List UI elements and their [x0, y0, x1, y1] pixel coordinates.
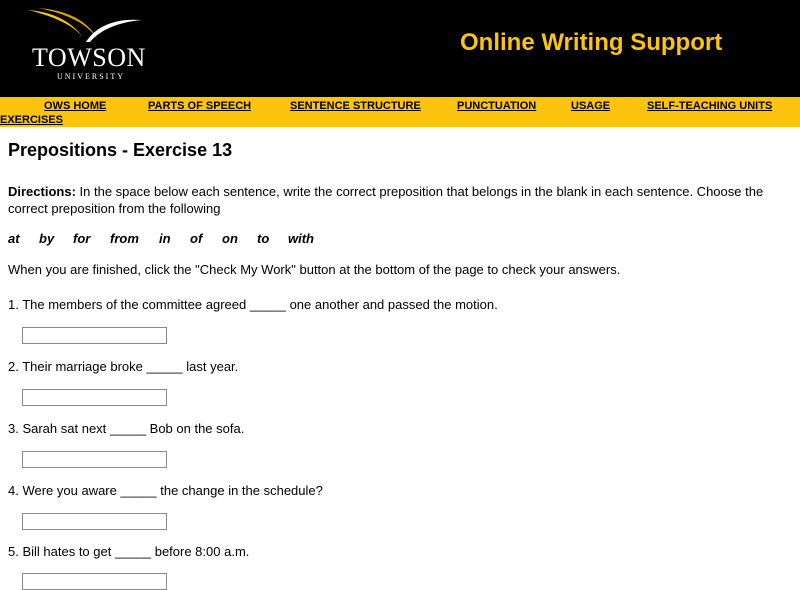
- page-title: Prepositions - Exercise 13: [8, 140, 233, 160]
- question-text: 5. Bill hates to get _____ before 8:00 a.m.: [8, 544, 250, 559]
- question-text: 4. Were you aware _____ the change in the schedule?: [8, 483, 323, 498]
- preposition-word: on: [222, 231, 238, 246]
- towson-logo[interactable]: [24, 6, 154, 86]
- site-title: Online Writing Support: [460, 29, 723, 56]
- nav-link-usage[interactable]: USAGE: [571, 100, 611, 112]
- site-header: [0, 0, 800, 97]
- answer-input-3[interactable]: [22, 451, 167, 468]
- preposition-word: with: [288, 231, 314, 246]
- preposition-word: to: [257, 231, 270, 246]
- directions: [8, 183, 798, 217]
- instruction-text: When you are finished, click the "Check My Work" button at the bottom of the page to check your answers.: [8, 262, 621, 277]
- preposition-word: by: [39, 231, 55, 246]
- preposition-word: in: [159, 231, 171, 246]
- nav-link-sentence-structure[interactable]: SENTENCE STRUCTURE: [290, 100, 421, 112]
- flame-icon: [24, 6, 154, 46]
- nav-link-punctuation[interactable]: PUNCTUATION: [457, 100, 537, 112]
- nav-link-exercises[interactable]: EXERCISES: [0, 114, 63, 126]
- directions-label: Directions:: [8, 184, 76, 199]
- question-text: 1. The members of the committee agreed _____ one another and passed the motion.: [8, 297, 498, 312]
- answer-input-5[interactable]: [22, 573, 167, 590]
- preposition-word: at: [8, 231, 20, 246]
- nav-link-parts-of-speech[interactable]: PARTS OF SPEECH: [148, 100, 252, 112]
- main-nav: [0, 97, 800, 127]
- preposition-word: for: [73, 231, 91, 246]
- directions-text: In the space below each sentence, write the correct preposition that belongs in the blank in each sentence. Choose the correct preposition from the following: [8, 184, 764, 216]
- preposition-word: of: [190, 231, 203, 246]
- answer-input-4[interactable]: [22, 513, 167, 530]
- nav-link-ows-home[interactable]: OWS HOME: [44, 100, 107, 112]
- logo-subtitle: UNIVERSITY: [57, 72, 125, 81]
- answer-input-2[interactable]: [22, 389, 167, 406]
- preposition-word: from: [110, 231, 139, 246]
- answer-input-1[interactable]: [22, 327, 167, 344]
- question-text: 2. Their marriage broke _____ last year.: [8, 359, 239, 374]
- question-text: 3. Sarah sat next _____ Bob on the sofa.: [8, 421, 245, 436]
- nav-link-self-teaching-units[interactable]: SELF-TEACHING UNITS: [647, 100, 773, 112]
- logo-wordmark: TOWSON: [32, 43, 146, 72]
